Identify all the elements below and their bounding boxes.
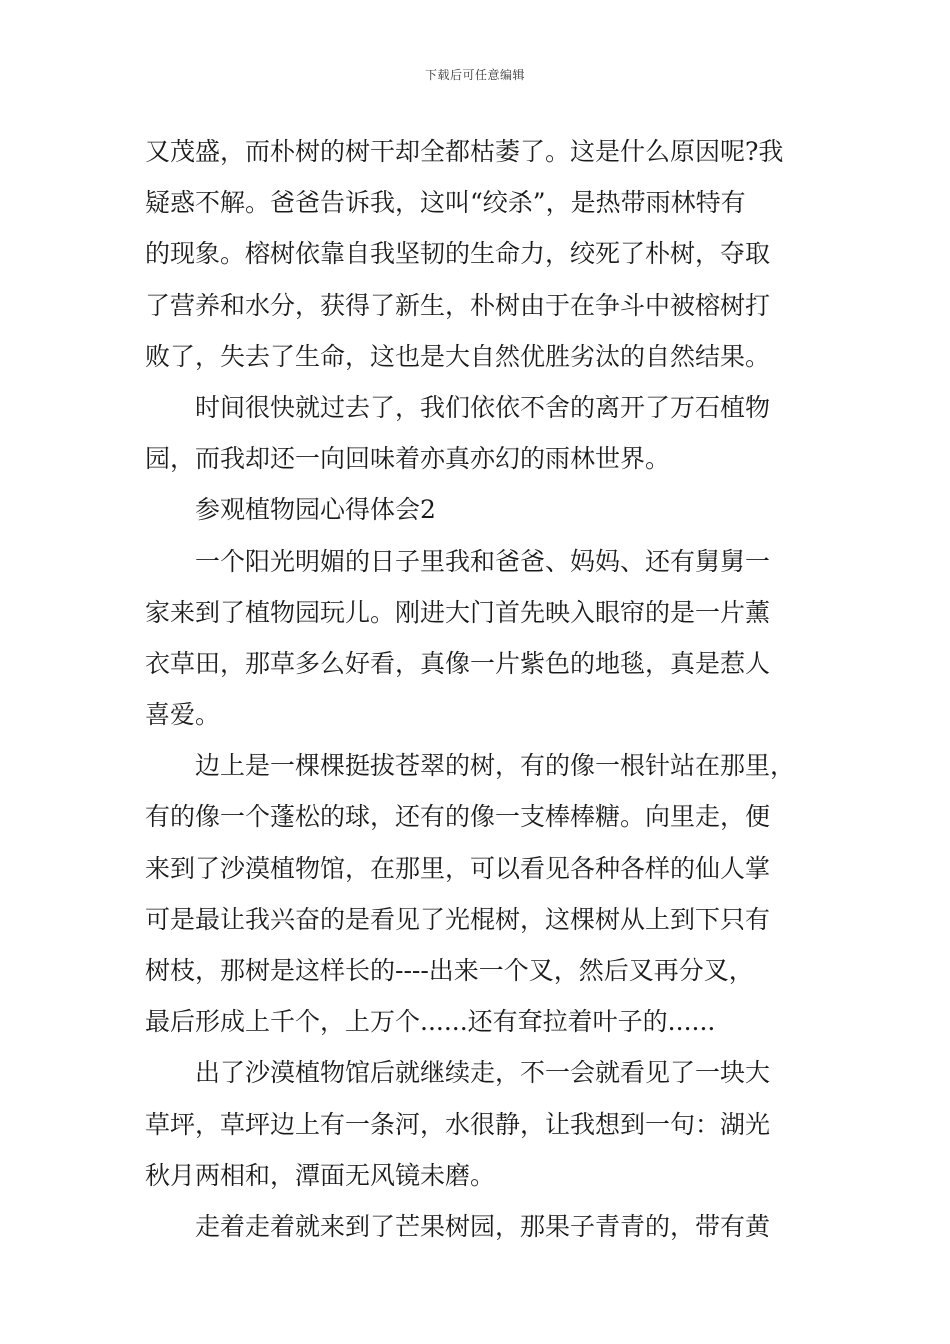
text-line: 疑惑不解。爸爸告诉我，这叫“绞杀”，是热带雨林特有 <box>145 188 746 218</box>
paragraph-start-line: 参观植物园心得体会2 <box>195 495 436 525</box>
text-line: 的现象。榕树依靠自我坚韧的生命力，绞死了朴树，夺取 <box>145 239 771 269</box>
text-line: 了营养和水分，获得了新生，朴树由于在争斗中被榕树打 <box>145 290 771 320</box>
paragraph-start-line: 一个阳光明媚的日子里我和爸爸、妈妈、还有舅舅一 <box>195 546 771 576</box>
paragraph-start-line: 走着走着就来到了芒果树园，那果子青青的，带有黄 <box>195 1211 771 1241</box>
text-line: 败了，失去了生命，这也是大自然优胜劣汰的自然结果。 <box>145 341 771 371</box>
page-header-note: 下载后可任意编辑 <box>424 68 525 82</box>
text-line: 家来到了植物园玩儿。刚进大门首先映入眼帘的是一片薰 <box>145 597 771 627</box>
text-line: 衣草田，那草多么好看，真像一片紫色的地毯，真是惹人 <box>145 648 771 678</box>
text-line: 又茂盛，而朴树的树干却全都枯萎了。这是什么原因呢?我 <box>145 137 784 166</box>
paragraph-start-line: 出了沙漠植物馆后就继续走，不一会就看见了一块大 <box>195 1058 771 1088</box>
text-line: 可是最让我兴奋的是看见了光棍树，这棵树从上到下只有 <box>145 904 771 934</box>
text-line: 有的像一个蓬松的球，还有的像一支棒棒糖。向里走，便 <box>145 802 771 832</box>
text-line: 园，而我却还一向回味着亦真亦幻的雨林世界。 <box>145 444 671 474</box>
text-line: 最后形成上千个，上万个......还有耷拉着叶子的...... <box>145 1007 716 1037</box>
document-body <box>145 126 815 1252</box>
text-line: 树枝，那树是这样长的----出来一个叉，然后叉再分叉， <box>145 956 754 985</box>
paragraph-start-line: 时间很快就过去了，我们依依不舍的离开了万石植物 <box>195 392 771 422</box>
text-line: 秋月两相和，潭面无风镜未磨。 <box>145 1160 496 1190</box>
text-line: 喜爱。 <box>145 700 221 730</box>
text-line: 草坪，草坪边上有一条河，水很静，让我想到一句：湖光 <box>145 1109 771 1139</box>
text-line: 来到了沙漠植物馆，在那里，可以看见各种各样的仙人掌 <box>145 853 771 883</box>
paragraph-start-line: 边上是一棵棵挺拔苍翠的树，有的像一根针站在那里， <box>195 751 796 781</box>
